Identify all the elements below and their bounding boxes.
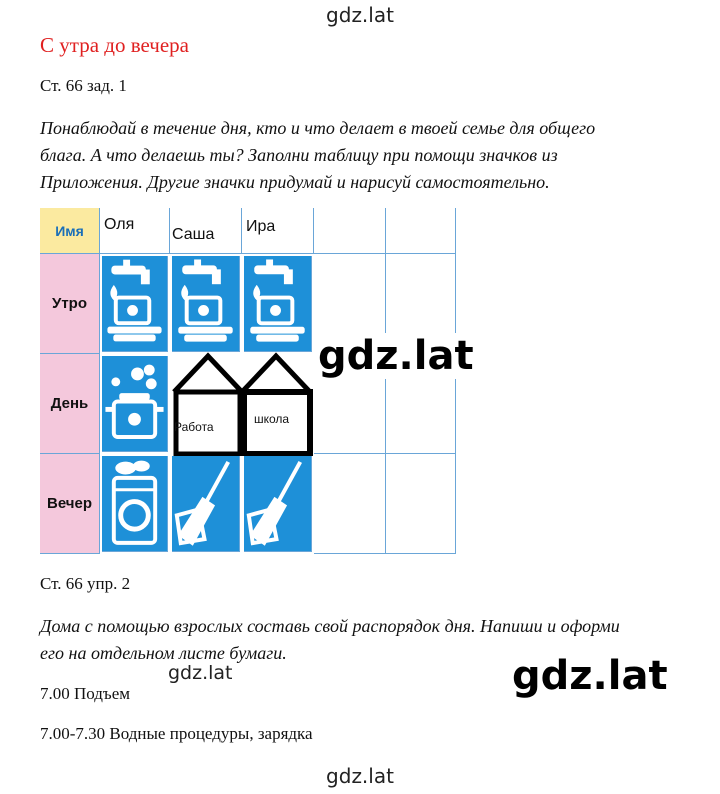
row-header-morning: Утро bbox=[40, 254, 100, 354]
name-header-cell bbox=[40, 208, 100, 254]
washing-icon bbox=[172, 256, 240, 352]
washing-machine-icon bbox=[102, 456, 168, 552]
empty-cell bbox=[386, 454, 456, 554]
house-label-school: школа bbox=[254, 412, 290, 426]
broom-icon bbox=[172, 456, 240, 552]
task1-line: Приложения. Другие значки придумай и нарисуй самостоятельно. bbox=[40, 172, 550, 192]
broom-icon bbox=[244, 456, 312, 552]
empty-header-cell bbox=[386, 208, 456, 254]
washing-icon bbox=[102, 256, 168, 352]
name-header: Имя bbox=[55, 222, 84, 239]
watermark-top: gdz.lat bbox=[326, 3, 394, 27]
page-title: С утра до вечера bbox=[40, 33, 189, 57]
empty-header-cell bbox=[314, 208, 386, 254]
column-header-ira: Ира bbox=[242, 208, 314, 254]
task1-ref: Ст. 66 зад. 1 bbox=[40, 76, 127, 95]
column-header-olya: Оля bbox=[100, 208, 170, 254]
washing-icon bbox=[244, 256, 312, 352]
watermark-large: gdz.lat bbox=[512, 653, 668, 699]
task2-line: его на отдельном листе бумаги. bbox=[40, 643, 287, 663]
empty-cell bbox=[314, 454, 386, 554]
row-header-day: День bbox=[40, 354, 100, 454]
schedule-item: 7.00 Подъем bbox=[40, 684, 131, 703]
watermark-small: gdz.lat bbox=[168, 662, 233, 684]
watermark-bottom: gdz.lat bbox=[326, 764, 394, 788]
column-header-sasha: Саша bbox=[170, 208, 242, 254]
task1-text bbox=[40, 115, 690, 196]
watermark-middle: gdz.lat bbox=[314, 333, 478, 379]
house-label-work: Работа bbox=[174, 420, 214, 434]
house-icons bbox=[168, 348, 314, 456]
task1-line: блага. А что делаешь ты? Заполни таблицу при помощи значков из bbox=[40, 145, 558, 165]
family-table bbox=[40, 208, 456, 554]
task2-ref: Ст. 66 упр. 2 bbox=[40, 574, 131, 593]
task2-line: Дома с помощью взрослых составь свой распорядок дня. Напиши и оформи bbox=[40, 616, 620, 636]
row-header-evening: Вечер bbox=[40, 454, 100, 554]
schedule-item: 7.00-7.30 Водные процедуры, зарядка bbox=[40, 724, 313, 743]
task1-line: Понаблюдай в течение дня, кто и что делает в твоей семье для общего bbox=[40, 118, 596, 138]
cooking-pot-icon bbox=[102, 356, 168, 452]
